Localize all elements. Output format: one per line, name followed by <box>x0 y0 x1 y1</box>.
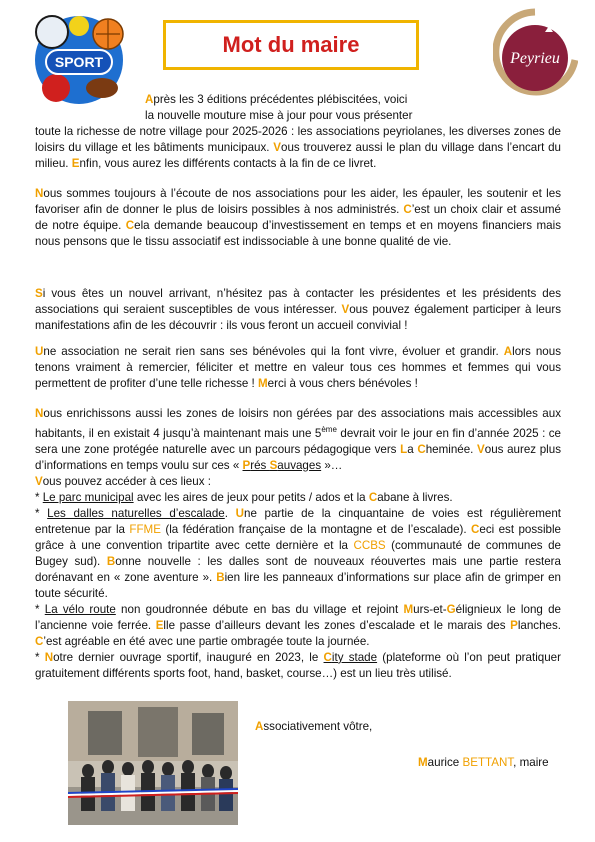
peyrieu-logo-text: Peyrieu <box>510 50 560 67</box>
closing-line: Associativement vôtre, <box>255 720 373 733</box>
sport-logo-text: SPORT <box>54 54 104 70</box>
access-intro: Vous pouvez accéder à ces lieux : <box>35 474 211 488</box>
peyrieu-logo <box>493 8 578 108</box>
paragraph-4: Une association ne serait rien sans ses bénévoles qui la font vivre, évoluer et grandir. Alors nous tenons vraiment à remercier, féliciter et mettre en valeur tous ces hommes et femmes qui vous permettent de profiter d’une telle richesse ! Merci à vous chers bénévoles ! <box>35 345 561 390</box>
title-box <box>163 20 419 70</box>
paragraph-2: Nous sommes toujours à l’écoute de nos associations pour les aider, les épauler, les soutenir et les favoriser afin de donner le plus de loisirs possibles à nos administrés. C’est un choix clair et assumé de notre équipe. Cela demande beaucoup d’investissement en temps et en moyens financiers mais nous pensons que le tissu associatif est indissociable à une bonne qualité de vie. <box>35 187 561 248</box>
bullet-parc: * Le parc municipal avec les aires de jeux pour petits / ados et la Cabane à livres. <box>35 490 453 504</box>
intro-paragraph: Après les 3 éditions précédentes plébiscitées, voici la nouvelle mouture mise à jour pour vous présenter <box>145 93 413 122</box>
sport-logo <box>30 10 128 106</box>
bullet-dalles: * Les dalles naturelles d’escalade. Une partie de la cinquantaine de voies est régulièrement entretenue par la FFME (la fédération française de la montagne et de l’escalade). Ceci est possible grâce à une convention tripartite avec cette dernière et la CCBS (communauté de communes de Bugey sud). Bonne nouvelle : les dalles sont de nouveaux réouvertes mais une partie restera dorénavant en « zone aventure ». Bien lire les panneaux d’informations sur place afin de grimper en toute sécurité. <box>35 506 562 600</box>
bullet-velo-route: * La vélo route non goudronnée débute en bas du village et rejoint Murs-et-Gélignieux le long de l’ancienne voie ferrée. Elle passe d’ailleurs devant les zones d’escalade et le marais des Planches. C’est agréable en été avec une partie ombragée toute la journée. <box>35 602 561 648</box>
signature-name: Maurice BETTANT, maire <box>418 756 549 769</box>
paragraph-5: Nous enrichissons aussi les zones de loisirs non gérées par des associations mais accessibles aux habitants, il en existait 4 jusqu’à maintenant mais une 5ème devrait voir le jour en fin d’année 2025 : ce sera une zone protégée naturelle avec un parcours pédagogique vers La Cheminée. Vous aurez plus d’informations en temps voulu sur ces « Prés Sauvages »… Vous pouvez accéder à ces lieux : * Le parc municipal avec les aires de jeux pour petits / ados et la Cabane à livres. * Les dalles naturelles d’escalade. Une partie de la cinquantaine de voies est régulièrement entretenue par la FFME (la fédération française de la montagne et de l’escalade). Ceci est possible grâce à une convention tripartite avec cette dernière et la CCBS (communauté de communes de Bugey sud). Bonne nouvelle : les dalles sont de nouveaux réouvertes mais une partie restera dorénavant en « zone aventure ». Bien lire les panneaux d’informations sur place afin de grimper en toute sécurité. * La vélo route non goudronnée débute en bas du village et rejoint Murs-et-Gélignieux le long de l’ancienne voie ferrée. Elle passe d’ailleurs devant les zones d’escalade et le marais des Planches. C’est agréable en été avec une partie ombragée toute la journée. * Notre dernier ouvrage sportif, inauguré en 2023, le City stade (plateforme où l’on peut pratiquer gratuitement différents sports foot, hand, basket, course…) est un lieu très utilisé. <box>35 407 562 680</box>
page-title: Mot du maire <box>222 32 360 57</box>
inauguration-photo <box>68 701 238 825</box>
bullet-city-stade: * Notre dernier ouvrage sportif, inauguré en 2023, le City stade (plateforme où l’on peut pratiquer gratuitement différents sports foot, hand, basket, course…) est un lieu très utilisé. <box>35 650 561 680</box>
pres-sauvages-link: Prés Sauvages <box>242 458 322 472</box>
paragraph-3: Si vous êtes un nouvel arrivant, n’hésitez pas à contacter les présidentes et les présidents des associations qui seraient susceptibles de vous intéresser. Vous pouvez également participer à leurs manifestations afin de les découvrir : ils vous feront un accueil convivial ! <box>35 287 561 332</box>
paragraph-1: toute la richesse de notre village pour 2025-2026 : les associations peyriolanes, les diverses zones de loisirs du village et les bâtiments municipaux. Vous trouverez aussi le plan du village dans l’encart du milieu. Enfin, vous aurez les différents contacts à la fin de ce livret. <box>35 125 561 170</box>
